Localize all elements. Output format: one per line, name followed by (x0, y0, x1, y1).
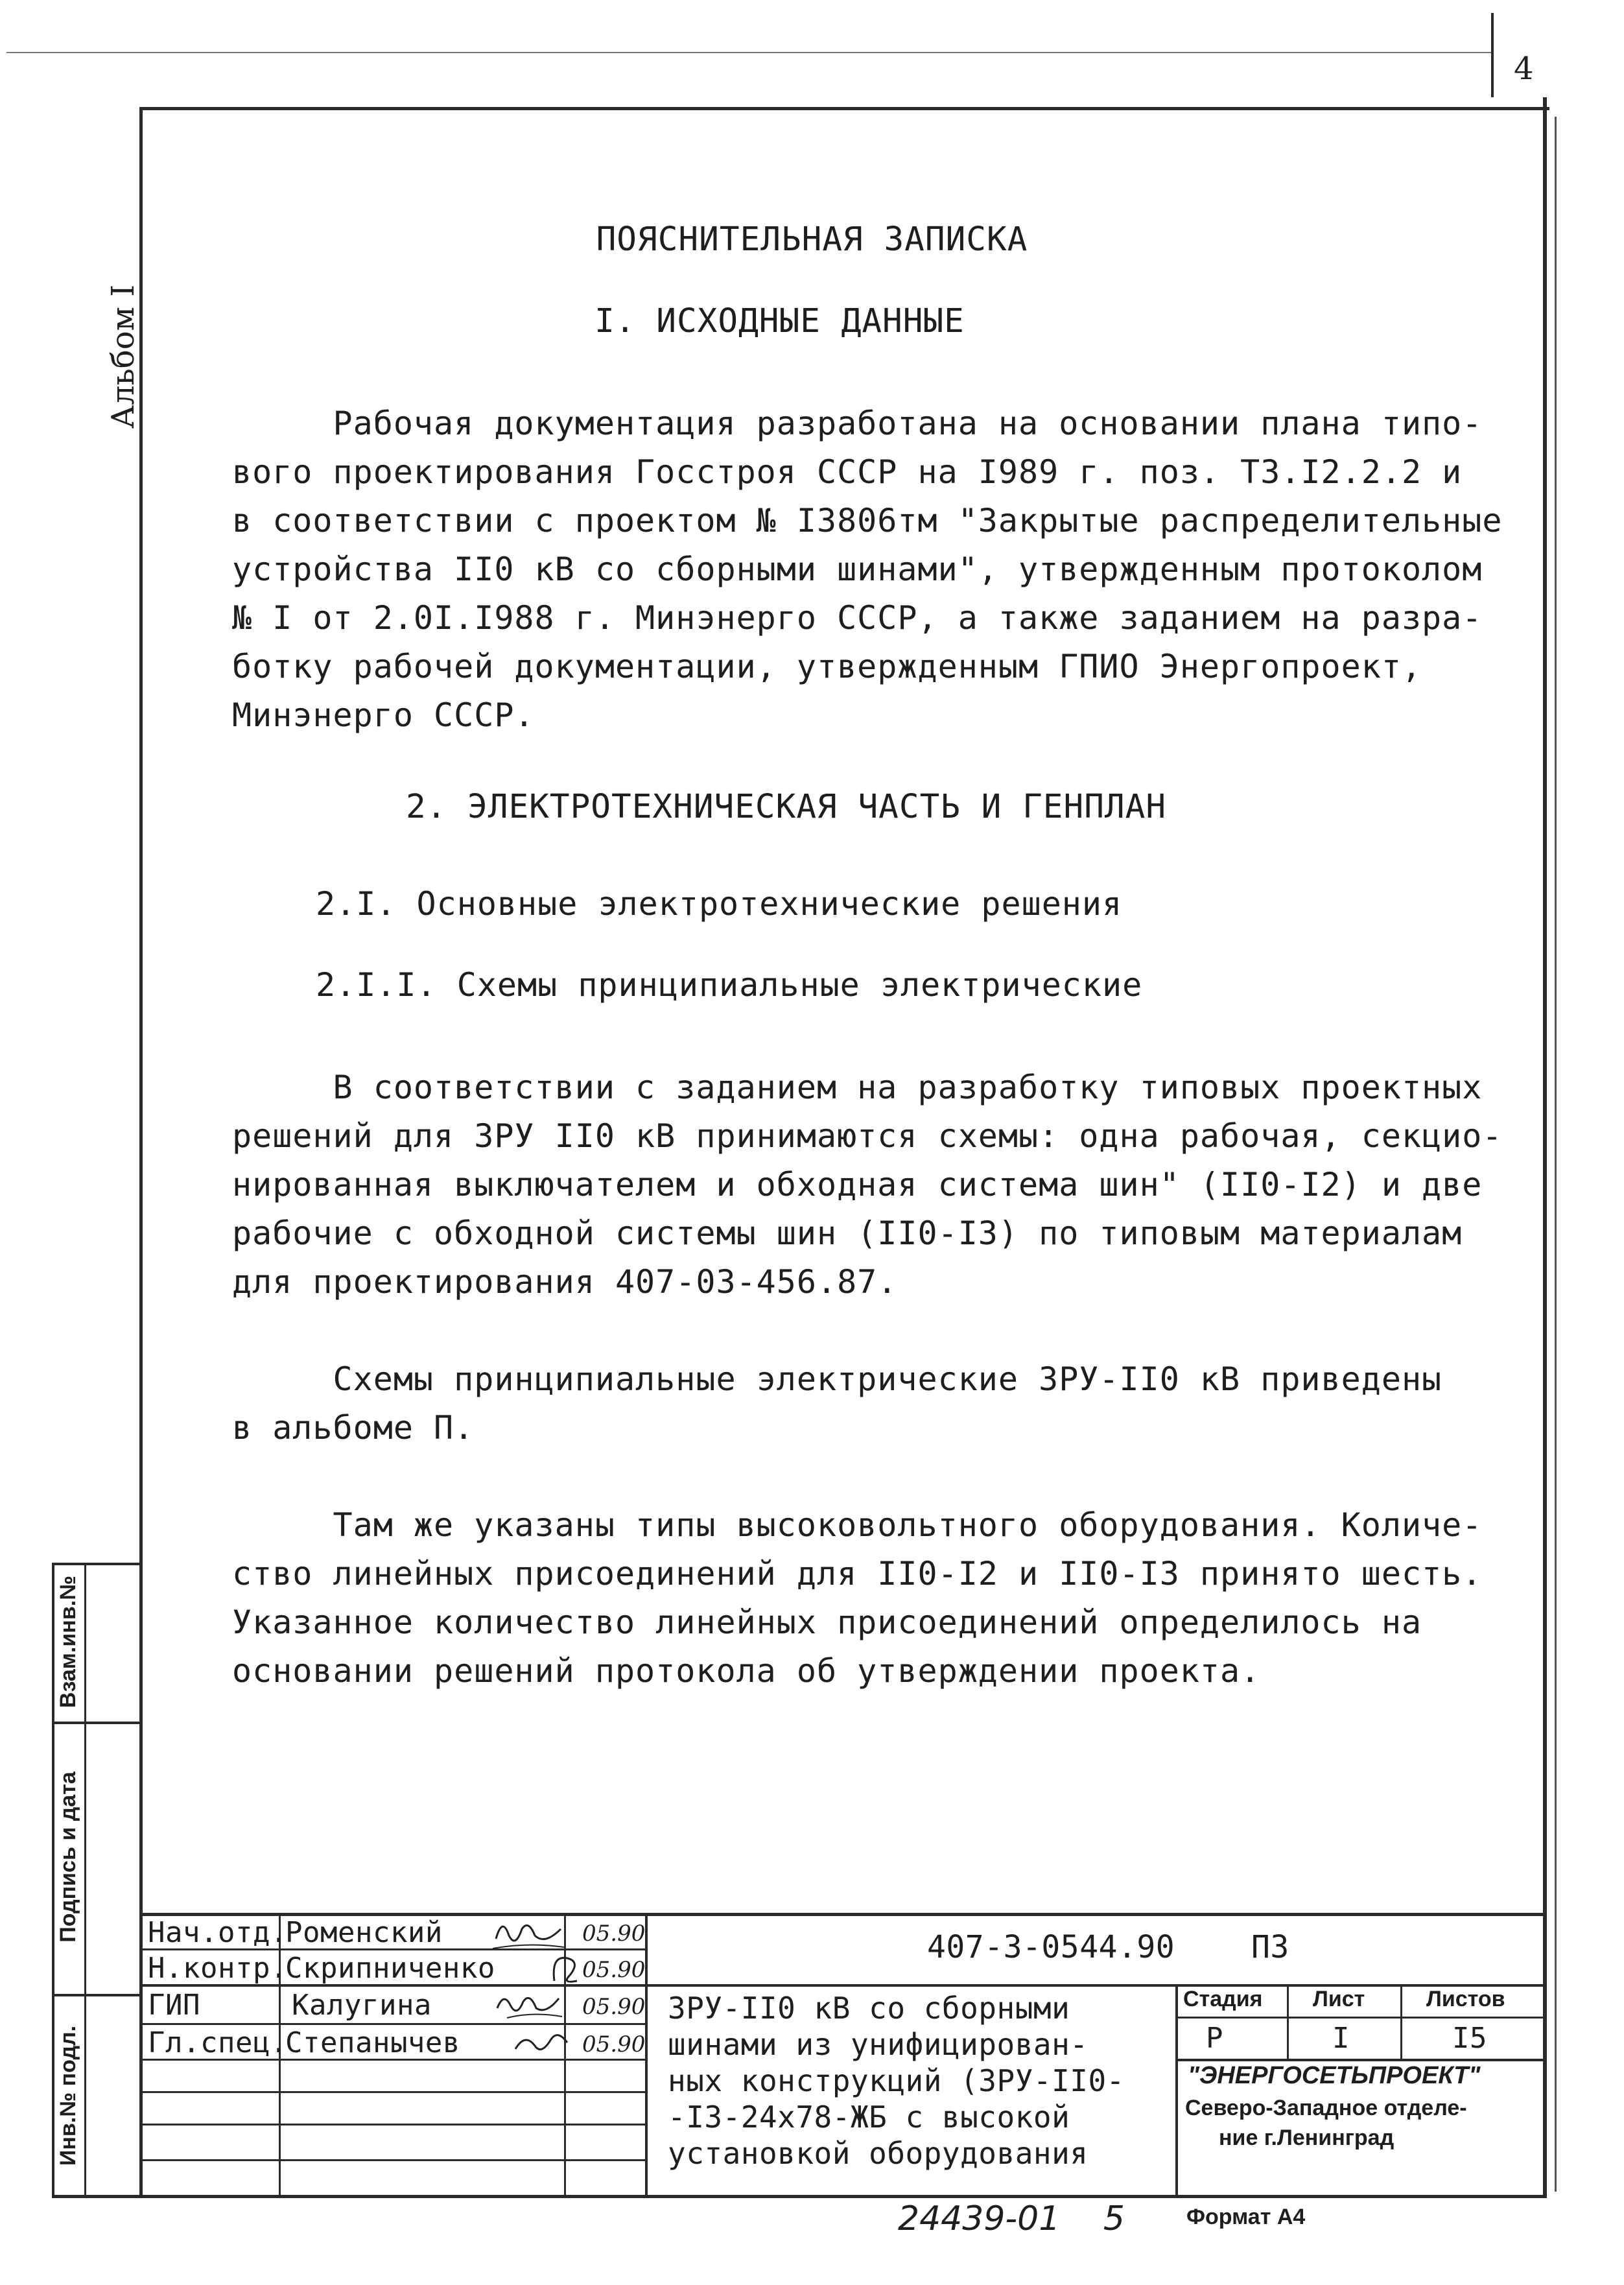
text-line: ство линейных присоединений для II0-I2 и II0-I3 принято шесть. (232, 1555, 1483, 1592)
frame-right (1543, 97, 1547, 2198)
tb-v5 (1287, 1984, 1289, 2061)
tb-v6 (1400, 1984, 1402, 2061)
sheets-header: Листов (1426, 1987, 1505, 2011)
tb-role: ГИП (148, 1989, 200, 2022)
signature-skripnichenko (548, 1948, 587, 1987)
text-line: устройства II0 кВ со сборными шинами", утвержденным протоколом (232, 551, 1483, 588)
desc-line: ных конструкций (ЗРУ-II0- (668, 2063, 1125, 2098)
frame-right-outer (1555, 117, 1557, 2192)
text-line: в альбоме П. (232, 1409, 475, 1447)
tb-h6 (141, 2124, 647, 2125)
stamp-inv-no: Инв.№ подл. (56, 2025, 80, 2166)
tb-h3 (141, 2023, 647, 2025)
text-line: нированная выключателем и обходная система шин" (II0-I2) и две (232, 1166, 1483, 1203)
section2-sub1: 2.I. Основные электротехнические решения (316, 885, 1123, 923)
frame-top (139, 107, 1549, 110)
text-line: Там же указаны типы высоковольтного оборудования. Количе- (232, 1506, 1483, 1544)
sheet-value: I (1332, 2022, 1350, 2055)
tb-right-h1 (1175, 2017, 1545, 2019)
tb-date: 05.90 (582, 2031, 646, 2057)
archive-number (898, 2199, 1125, 2238)
frame-bottom (52, 2195, 1546, 2198)
text-line: ботку рабочей документации, утвержденным ГПИО Энергопроект, (232, 648, 1422, 685)
tb-name: Роменский (285, 1916, 443, 1949)
tb-role: Нач.отд. (148, 1916, 288, 1949)
tb-right-h2 (1175, 2059, 1545, 2061)
tb-h5 (141, 2091, 647, 2093)
top-trim-line (6, 52, 1491, 53)
page-number: 4 (1514, 51, 1534, 87)
stamp-signature-date: Подпись и дата (56, 1771, 80, 1943)
text-line: в соответствии с проектом № I3806тм "Закрытые распределительные (232, 502, 1503, 539)
org-branch-2: ние г.Ленинград (1219, 2125, 1395, 2150)
tb-date: 05.90 (582, 1957, 646, 1983)
sheets-value: I5 (1452, 2022, 1487, 2055)
org-branch-1: Северо-Западное отделе- (1185, 2096, 1467, 2120)
text-line: Рабочая документация разработана на основании плана типо- (232, 405, 1483, 442)
text-line: В соответствии с заданием на разработку типовых проектных (232, 1069, 1483, 1106)
tb-date: 05.90 (582, 1921, 646, 1947)
text-line: рабочие с обходной системы шин (II0-I3) по типовым материалам (232, 1214, 1463, 1252)
text-line: Указанное количество линейных присоединений определилось на (232, 1604, 1422, 1641)
section2-heading: 2. ЭЛЕКТРОТЕХНИЧЕСКАЯ ЧАСТЬ И ГЕНПЛАН (405, 788, 1167, 826)
doc-title: ПОЯСНИТЕЛЬНАЯ ЗАПИСКА (596, 220, 1028, 259)
section2-sub2: 2.I.I. Схемы принципиальные электрические (316, 966, 1143, 1004)
tb-h7 (141, 2159, 647, 2161)
stamp-replace-inv: Взам.инв.№ (56, 1575, 80, 1709)
tb-date: 05.90 (582, 1994, 646, 2020)
tb-role: Гл.спец. (148, 2026, 288, 2059)
stamp-div-1 (52, 1722, 143, 1724)
page-number-box-left (1491, 13, 1494, 97)
text-line: Минэнерго СССР. (232, 696, 535, 734)
desc-line: установкой оборудования (668, 2136, 1089, 2171)
section1-heading: I. ИСХОДНЫЕ ДАННЫЕ (594, 302, 965, 340)
text-line: решений для ЗРУ II0 кВ принимаются схемы: одна рабочая, секцио- (232, 1117, 1503, 1155)
sheet-header: Лист (1313, 1987, 1365, 2011)
doc-code: 407-3-0544.90 (927, 1929, 1175, 1965)
signature-kalugina (494, 1985, 565, 2024)
text-line: Схемы принципиальные электрические ЗРУ-II0 кВ приведены (232, 1360, 1442, 1398)
album-label: Альбом I (105, 284, 141, 429)
desc-line: ЗРУ-II0 кВ со сборными (668, 1991, 1070, 2026)
desc-line: шинами из унифицирован- (668, 2027, 1089, 2062)
text-line: для проектирования 407-03-456.87. (232, 1263, 898, 1301)
tb-name: Калугина (292, 1989, 432, 2022)
stamp-div-2 (52, 1994, 143, 1996)
archive-no: 24439-01 (898, 2199, 1061, 2238)
desc-line: -I3-24х78-ЖБ с высокой (668, 2100, 1070, 2135)
stage-value: Р (1206, 2022, 1223, 2055)
tb-name: Степанычев (285, 2026, 460, 2059)
text-line: основании решений протокола об утверждении проекта. (232, 1652, 1261, 1690)
tb-role: Н.контр. (148, 1952, 288, 1985)
text-line: № I от 2.0I.I988 г. Минэнерго СССР, а также заданием на разра- (232, 599, 1483, 637)
text-line: вого проектирования Госстроя СССР на I989 г. поз. ТЗ.I2.2.2 и (232, 453, 1463, 491)
format-label: Формат А4 (1186, 2205, 1306, 2229)
stage-header: Стадия (1183, 1987, 1263, 2011)
signature-stepanychev (512, 2023, 571, 2062)
stamp-col-mid (84, 1563, 86, 2198)
tb-v4 (1175, 1984, 1178, 2195)
tb-v3 (645, 1913, 648, 2195)
doc-type: ПЗ (1251, 1929, 1289, 1965)
org-name: "ЭНЕРГОСЕТЬПРОЕКТ" (1188, 2062, 1481, 2089)
archive-sheet: 5 (1103, 2199, 1125, 2238)
tb-name: Скрипниченко (285, 1952, 495, 1985)
